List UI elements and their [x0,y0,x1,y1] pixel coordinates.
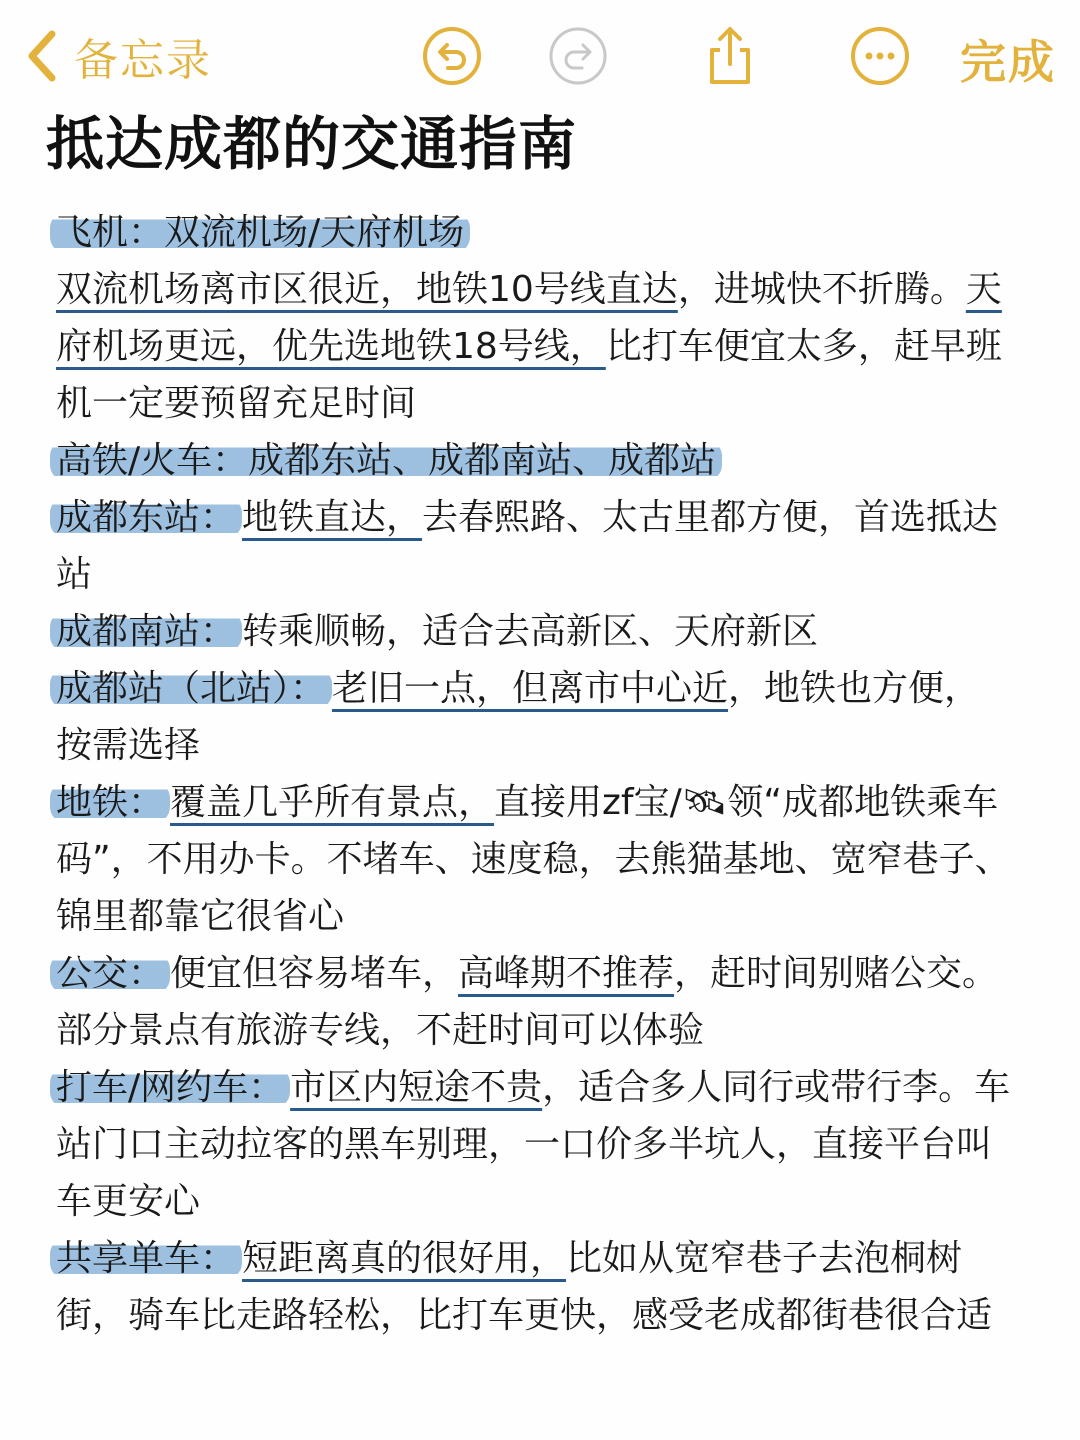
note-title[interactable]: 抵达成都的交通指南 [46,110,578,178]
note-paragraph [56,603,1016,660]
underlined-text: 双流机场离市区很近，地铁10号线直达 [56,269,678,310]
highlighted-heading: 公交： [50,953,170,994]
note-body[interactable] [56,204,1016,1344]
underlined-text: 覆盖几乎所有景点， [170,782,495,823]
note-paragraph [56,432,1016,489]
more-icon [848,24,912,88]
note-paragraph [56,660,1016,774]
highlighted-heading: 成都站（北站）： [50,668,332,709]
back-button[interactable] [22,24,212,88]
highlighted-heading: 地铁： [50,782,170,823]
top-toolbar [0,0,1080,110]
body-text: ，适合多人同行或带行李。车站门口主动拉客的黑车别理，一口价多半坑人，直接平台叫车更安心 [56,1067,1011,1222]
body-text: 直接用zf宝/🛰领“成都地铁乘车码”，不用办卡。不堵车、速度稳，去熊猫基地、宽窄巷子、锦里都靠它很省心 [56,782,1011,937]
note-paragraph [56,204,1016,261]
underlined-text: 高峰期不推荐 [458,953,675,994]
share-icon [698,24,762,88]
body-text: 转乘顺畅，适合去高新区、天府新区 [242,611,819,652]
highlighted-heading: 打车/网约车： [50,1067,290,1108]
undo-button[interactable] [420,24,484,88]
body-text: 比如从宽窄巷子去泡桐树街，骑车比走路轻松，比打车更快，感受老成都街巷很合适 [56,1238,993,1336]
body-text: ，进城快不折腾。 [677,269,966,310]
share-button[interactable] [698,24,762,88]
highlighted-heading: 高铁/火车：成都东站、成都南站、成都站 [50,440,722,481]
highlighted-heading: 成都东站： [50,497,242,538]
underlined-text: 天府机场更远，优先选地铁18号线， [56,269,1002,367]
highlighted-heading: 共享单车： [50,1238,242,1279]
underlined-text: 短距离真的很好用， [242,1238,567,1279]
highlighted-heading: 成都南站： [50,611,242,652]
more-button[interactable] [848,24,912,88]
body-text: 比打车便宜太多，赶早班机一定要预留充足时间 [56,326,1002,424]
redo-icon [546,24,610,88]
body-text: ，赶时间别赌公交。部分景点有旅游专线，不赶时间可以体验 [56,953,999,1051]
note-paragraph [56,1059,1016,1230]
chevron-left-icon [22,28,62,84]
note-paragraph [56,1230,1016,1344]
underlined-text: 市区内短途不贵 [290,1067,543,1108]
back-label: 备忘录 [74,35,212,86]
note-paragraph [56,774,1016,945]
note-paragraph [56,489,1016,603]
redo-button[interactable] [546,24,610,88]
body-text: ，地铁也方便，按需选择 [56,668,981,766]
underlined-text: 地铁直达， [242,497,423,538]
underlined-text: 老旧一点，但离市中心近 [332,668,729,709]
body-text: 去春熙路、太古里都方便，首选抵达站 [56,497,999,595]
done-button[interactable]: 完成 [960,35,1056,89]
body-text: 便宜但容易堵车， [170,953,459,994]
undo-icon [420,24,484,88]
highlighted-heading: 飞机：双流机场/天府机场 [50,212,470,253]
note-paragraph [56,261,1016,432]
note-paragraph [56,945,1016,1059]
